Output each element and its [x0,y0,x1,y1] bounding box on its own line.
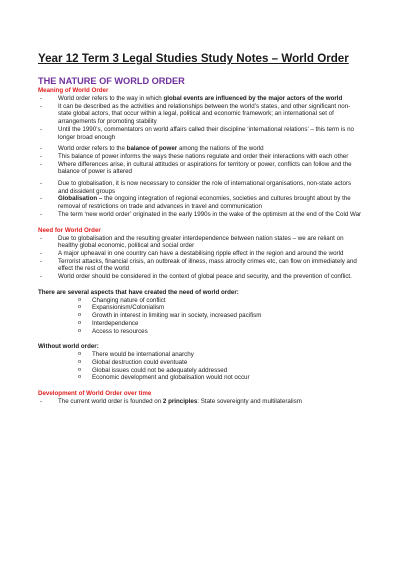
meaning-list-1 [38,95,362,141]
list-item: o Growth in interest in limiting war in society, increased pacifism [38,312,362,320]
aspects-list [38,297,362,336]
list-item: o Interdependence [38,320,362,328]
list-item: o Access to resources [38,328,362,336]
list-item: o Global issues could not be adequately addressed [38,367,362,375]
need-list [38,235,362,281]
section-heading-nature: THE NATURE OF WORLD ORDER [38,76,185,86]
list-item: o Global destruction could eventuate [38,359,362,367]
list-item: - The current world order is founded on 2 principles: State sovereignty and multilateralism [38,398,362,406]
list-item: - A major upheaval in one country can have a destabilising ripple effect in the region and around the world [38,250,362,258]
list-item: o Expansionism/Colonialism [38,304,362,312]
list-item: o Economic development and globalisation would not occur [38,374,362,382]
list-item: - This balance of power informs the ways these nations regulate and order their interactions with each other [38,153,362,161]
list-item: - The term ‘new world order’ originated in the early 1990s in the wake of the optimism at the end of the Cold War [38,211,362,219]
meaning-list-3 [38,180,362,219]
list-item: - Due to globalisation and the resulting greater interdependence between nation states – we are reliant on healthy global economic, political and social order [38,235,362,250]
subheading-development: Development of World Order over time [38,390,152,398]
list-item: - Terrorist attacks, financial crisis, an outbreak of illness, mass atrocity crimes etc, can flow on immediately and effect the rest of the world [38,258,362,273]
list-item: - World order refers to the balance of power among the nations of the world [38,145,362,153]
list-item: - It can be described as the activities and relationships between the world’s states, and other significant non-state global actors, that occur within a legal, political and economic framework; an international set of arrangements for promoting stability [38,103,362,126]
list-item: - Due to globalisation, it is now necessary to consider the role of international organisations, non-state actors and dissident groups [38,180,362,195]
heading-without: Without world order: [38,343,99,351]
list-item: - World order refers to the way in which global events are influenced by the major actors of the world [38,95,362,103]
development-list [38,398,362,406]
without-list [38,351,362,382]
subheading-meaning: Meaning of World Order [38,87,109,94]
document-title: Year 12 Term 3 Legal Studies Study Notes – World Order [38,52,349,65]
list-item: - World order should be considered in the context of global peace and security, and the prevention of conflict. [38,273,362,281]
list-item: - Until the 1990’s, commentators on world affairs called their discipline ‘international relations’ – this term is no longer broad enough [38,126,362,141]
list-item: o There would be international anarchy [38,351,362,359]
list-item: o Changing nature of conflict [38,297,362,305]
list-item: - Globalisation – the ongoing integration of regional economies, societies and cultures brought about by the removal of restrictions on trade and advances in travel and communication [38,195,362,210]
subheading-need: Need for World Order [38,226,101,234]
meaning-list-2 [38,145,362,176]
heading-aspects: There are several aspects that have created the need of world order: [38,288,239,296]
list-item: - Where differences arise, in cultural attitudes or aspirations for territory or power, conflicts can follow and the balance of power is altered [38,161,362,176]
